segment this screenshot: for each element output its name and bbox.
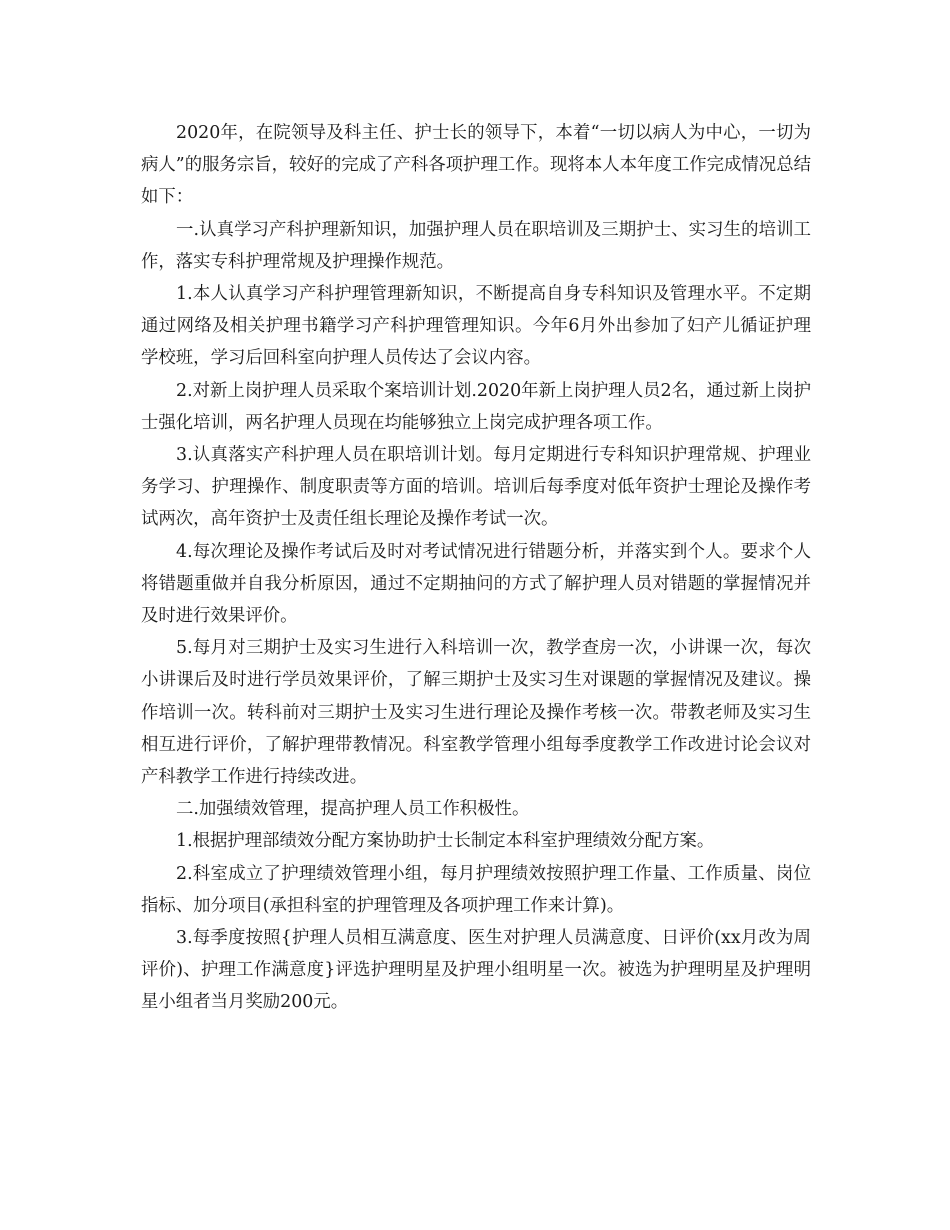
paragraph-item-1-3: 3.认真落实产科护理人员在职培训计划。每月定期进行专科知识护理常规、护理业务学习、护理操作、制度职责等方面的培训。培训后每季度对低年资护士理论及操作考试两次，高年资护士及责任组长理论及操作考试一次。 xyxy=(141,445,811,530)
paragraph-item-1-1: 1.本人认真学习产科护理管理新知识，不断提高自身专科知识及管理水平。不定期通过网络及相关护理书籍学习产科护理管理知识。今年6月外出参加了妇产儿循证护理学校班，学习后回科室向护理人员传达了会议内容。 xyxy=(141,284,811,369)
paragraph-item-1-4: 4.每次理论及操作考试后及时对考试情况进行错题分析，并落实到个人。要求个人将错题重做并自我分析原因，通过不定期抽问的方式了解护理人员对错题的掌握情况并及时进行效果评价。 xyxy=(141,541,811,627)
paragraph-item-2-2: 2.科室成立了护理绩效管理小组，每月护理绩效按照护理工作量、工作质量、岗位指标、加分项目(承担科室的护理管理及各项护理工作来计算)。 xyxy=(141,863,811,916)
paragraph-item-1-2: 2.对新上岗护理人员采取个案培训计划.2020年新上岗护理人员2名，通过新上岗护士强化培训，两名护理人员现在均能够独立上岗完成护理各项工作。 xyxy=(141,380,811,433)
paragraph-item-1-5: 5.每月对三期护士及实习生进行入科培训一次，教学查房一次，小讲课一次，每次小讲课后及时进行学员效果评价，了解三期护士及实习生对课题的掌握情况及建议。操作培训一次。转科前对三期护士及实习生进行理论及操作考核一次。带教老师及实习生相互进行评价，了解护理带教情况。科室教学管理小组每季度教学工作改进讨论会议对产科教学工作进行持续改进。 xyxy=(141,638,811,788)
section-heading-2: 二.加强绩效管理，提高护理人员工作积极性。 xyxy=(176,799,530,820)
document-body xyxy=(141,117,811,1019)
section-heading-1: 一.认真学习产科护理新知识，加强护理人员在职培训及三期护士、实习生的培训工作，落实专科护理常规及护理操作规范。 xyxy=(141,219,811,272)
paragraph-item-2-3: 3.每季度按照{护理人员相互满意度、医生对护理人员满意度、日评价(xx月改为周评价)、护理工作满意度}评选护理明星及护理小组明星一次。被选为护理明星及护理明星小组者当月奖励200元。 xyxy=(141,928,811,1013)
paragraph-intro: 2020年，在院领导及科主任、护士长的领导下，本着“一切以病人为中心，一切为病人”的服务宗旨，较好的完成了产科各项护理工作。现将本人本年度工作完成情况总结如下： xyxy=(141,123,811,208)
paragraph-item-2-1: 1.根据护理部绩效分配方案协助护士长制定本科室护理绩效分配方案。 xyxy=(176,831,715,852)
